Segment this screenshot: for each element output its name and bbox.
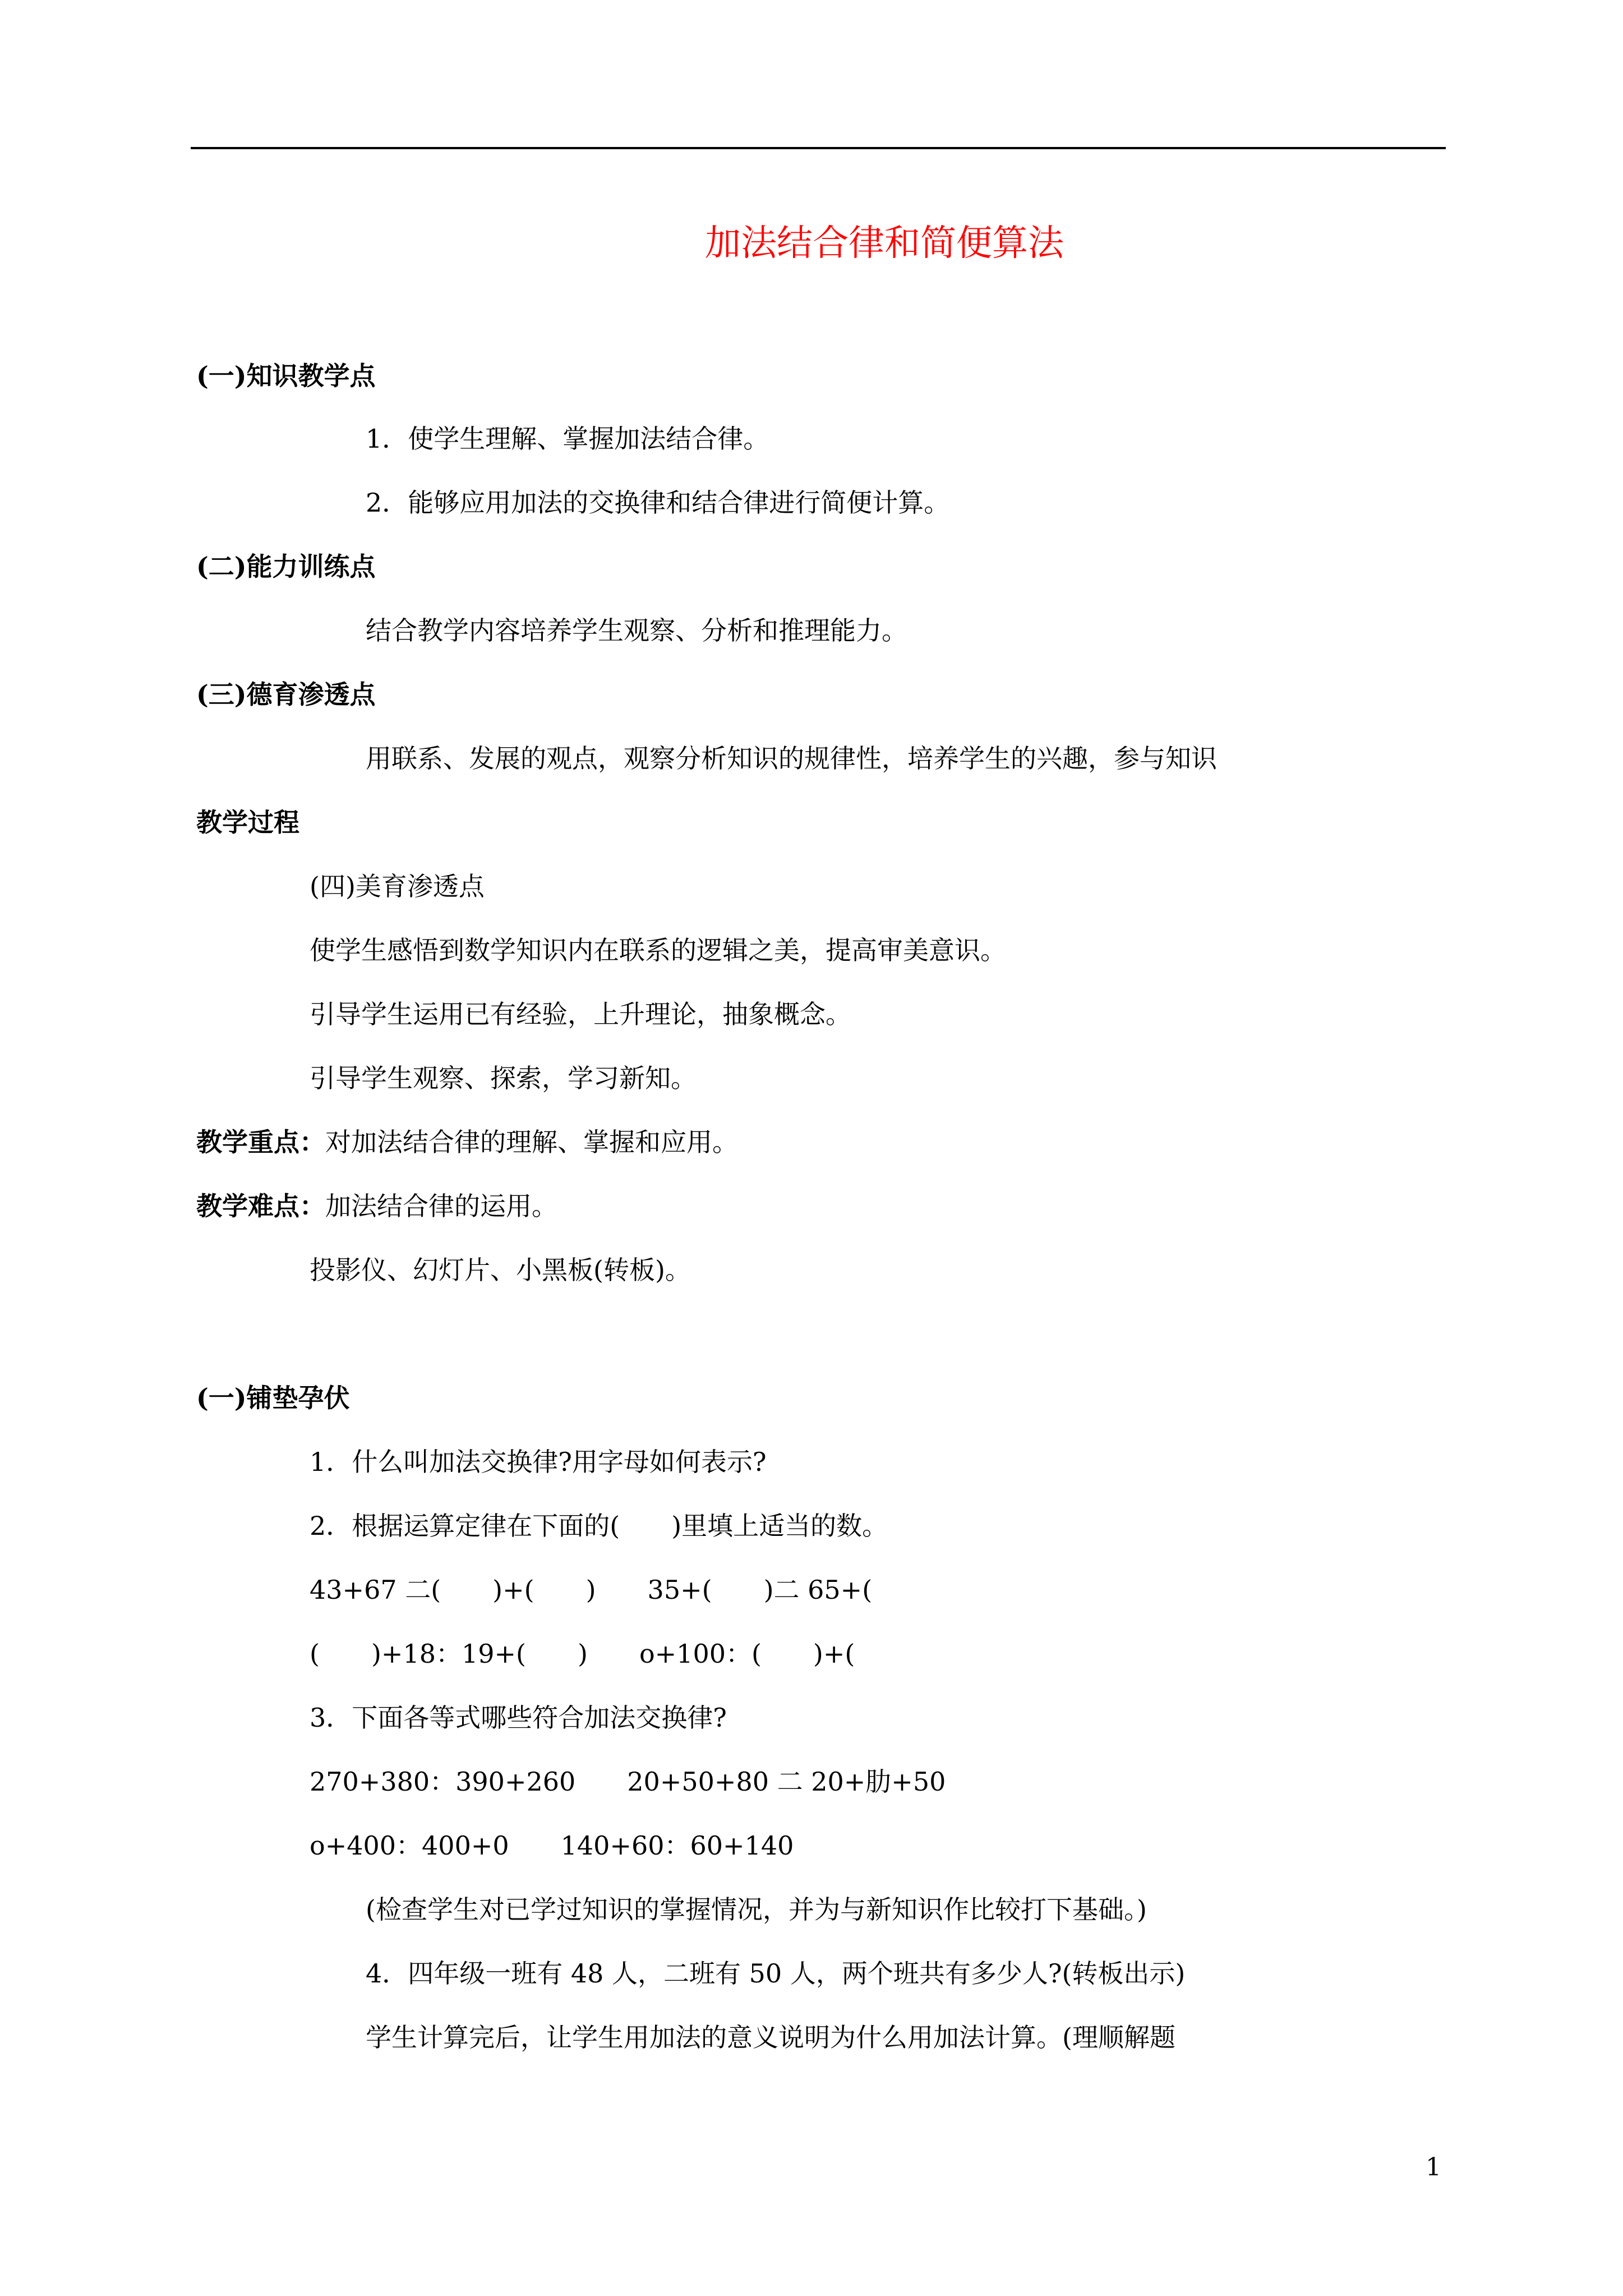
equation-line: 270+380：390+260 20+50+80 二 20+肋+50 bbox=[310, 1766, 946, 1797]
section-heading-process: 教学过程 bbox=[196, 807, 299, 838]
key-point-text: 对加法结合律的理解、掌握和应用。 bbox=[325, 1127, 738, 1157]
equation-line: 43+67 二( )+( ) 35+( )二 65+( bbox=[310, 1575, 873, 1605]
paragraph-difficult-point bbox=[196, 1189, 557, 1223]
list-item: 1．什么叫加法交换律?用字母如何表示? bbox=[310, 1447, 767, 1477]
paragraph: 学生计算完后，让学生用加法的意义说明为什么用加法计算。(理顺解题 bbox=[366, 2022, 1175, 2053]
section-heading-preparation: (一)铺垫孕伏 bbox=[196, 1383, 350, 1413]
paragraph: 投影仪、幻灯片、小黑板(转板)。 bbox=[310, 1255, 691, 1285]
paragraph: 用联系、发展的观点，观察分析知识的规律性，培养学生的兴趣，参与知识 bbox=[366, 743, 1217, 774]
difficult-point-label: 教学难点： bbox=[196, 1191, 325, 1221]
paragraph: 引导学生观察、探索，学习新知。 bbox=[310, 1063, 697, 1093]
list-item: 3．下面各等式哪些符合加法交换律? bbox=[310, 1703, 727, 1733]
section-heading-knowledge: (一)知识教学点 bbox=[196, 361, 376, 391]
equation-line: o+400：400+0 140+60：60+140 bbox=[310, 1830, 794, 1861]
paragraph: 引导学生运用已有经验，上升理论，抽象概念。 bbox=[310, 999, 851, 1029]
list-item: 4．四年级一班有 48 人，二班有 50 人，两个班共有多少人?(转板出示) bbox=[366, 1958, 1186, 1989]
paragraph: (四)美育渗透点 bbox=[310, 871, 485, 901]
header-rule bbox=[191, 147, 1446, 149]
section-heading-ability: (二)能力训练点 bbox=[196, 551, 376, 582]
difficult-point-text: 加法结合律的运用。 bbox=[325, 1191, 557, 1221]
list-item: 2．能够应用加法的交换律和结合律进行简便计算。 bbox=[366, 487, 950, 518]
equation-line: ( )+18：19+( ) o+100：( )+( bbox=[310, 1639, 855, 1669]
section-heading-moral: (三)德育渗透点 bbox=[196, 679, 376, 710]
paragraph: 使学生感悟到数学知识内在联系的逻辑之美，提高审美意识。 bbox=[310, 935, 1006, 965]
paragraph: (检查学生对已学过知识的掌握情况，并为与新知识作比较打下基础。) bbox=[366, 1894, 1147, 1925]
document-title: 加法结合律和简便算法 bbox=[705, 223, 1064, 264]
paragraph: 结合教学内容培养学生观察、分析和推理能力。 bbox=[366, 615, 907, 646]
key-point-label: 教学重点： bbox=[196, 1127, 325, 1157]
list-item: 2．根据运算定律在下面的( )里填上适当的数。 bbox=[310, 1511, 888, 1541]
page-number: 1 bbox=[1426, 2153, 1441, 2182]
list-item: 1．使学生理解、掌握加法结合律。 bbox=[366, 424, 769, 454]
paragraph-key-point bbox=[196, 1125, 738, 1159]
